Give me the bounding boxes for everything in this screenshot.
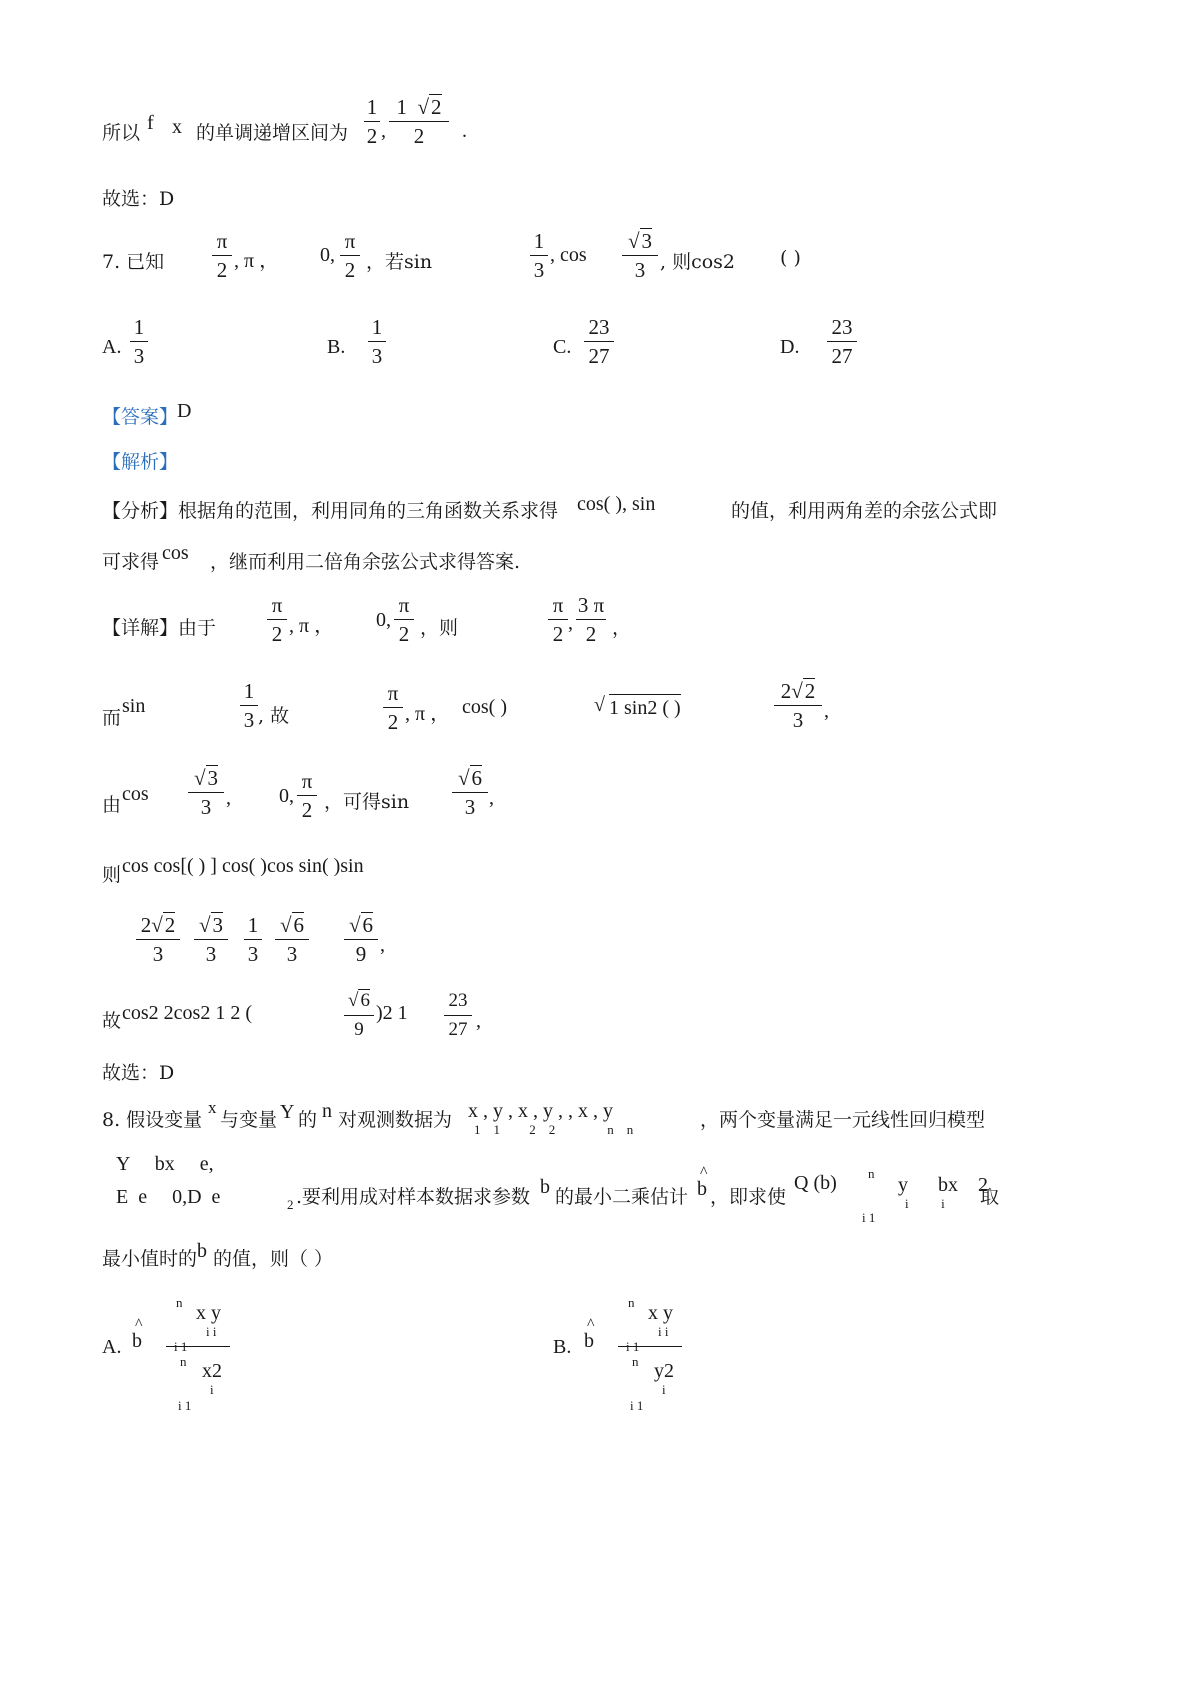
q8-option-b-num-i1: i 1 xyxy=(626,1339,640,1354)
comma: , xyxy=(380,934,385,956)
ze-label: 则 xyxy=(102,864,122,886)
q8-option-a-den-n: n xyxy=(180,1354,187,1369)
q7-pi-comma: , π ， xyxy=(234,250,280,272)
q8-sum-n: n xyxy=(868,1166,875,1181)
fenxi-line2-cos: cos xyxy=(162,542,189,564)
q8-option-b-num: x y xyxy=(648,1302,673,1324)
er-frac-1-3: 1 3 xyxy=(240,678,258,733)
comma: , xyxy=(824,700,829,722)
answer-value: D xyxy=(177,400,192,422)
fraction-one-sqrt2: 1 √2 2 xyxy=(389,94,449,149)
q8-yu: 与变量 xyxy=(220,1109,278,1131)
detail-frac-pi-2: π 2 xyxy=(267,592,287,647)
q8-option-b-num-n: n xyxy=(628,1295,635,1310)
er-sqrt-body: 1 sin2 ( ) xyxy=(609,694,681,720)
q8-cond-sub: 2 xyxy=(287,1197,294,1212)
you-cos: cos xyxy=(122,783,149,805)
q8-option-b-den-sub: i xyxy=(662,1382,666,1397)
q8-sum-i1: i 1 xyxy=(862,1210,876,1225)
analysis-label: 【解析】 xyxy=(102,451,179,473)
q8-x: x xyxy=(208,1098,217,1117)
q7-choice: 故选：D xyxy=(102,1062,175,1084)
q8-n: n xyxy=(322,1100,332,1122)
er-frac-pi-2: π 2 xyxy=(383,680,403,735)
final-sq: )2 1 xyxy=(376,1002,408,1024)
q8-Q: Q (b) xyxy=(794,1172,837,1194)
q8-option-b-num-subs: i i xyxy=(658,1324,669,1339)
er-sin: sin xyxy=(122,695,146,717)
you-frac-sqrt6-3: √6 3 xyxy=(452,765,488,820)
final-line: cos2 2cos2 1 2 ( xyxy=(122,1002,252,1024)
you-frac-pi-2: π 2 xyxy=(297,768,317,823)
q7-paren: ( ) xyxy=(780,247,801,269)
q7-option-c-letter: C. xyxy=(553,336,572,358)
er-pi-comma: , π ， xyxy=(405,703,451,725)
q7-frac-pi-2: π 2 xyxy=(212,228,232,283)
final-gu: 故 xyxy=(102,1010,122,1032)
er-gu: , 故 xyxy=(258,705,290,727)
q8-option-a-den: x2 xyxy=(202,1360,222,1382)
q8-option-a-den-sub: i xyxy=(210,1382,214,1397)
detail-then: ，则 xyxy=(420,617,459,639)
q8-option-a-den-i1: i 1 xyxy=(178,1398,192,1413)
er-frac-2sqrt2-3: 2√2 3 xyxy=(774,678,822,733)
q7-option-b-value: 1 3 xyxy=(368,314,386,369)
final-frac-sqrt6-9: √ 6 9 xyxy=(344,988,374,1043)
q8-req-text2: 的最小二乘估计 xyxy=(555,1186,689,1208)
q8-cond: E e 0,D e xyxy=(116,1186,221,1208)
q8-pairs: x , y , x , y , , x , y xyxy=(468,1100,613,1122)
q7-option-d-letter: D. xyxy=(780,336,800,358)
q8-option-a-num: x y xyxy=(196,1302,221,1324)
you-frac-sqrt3-3: √3 3 xyxy=(188,765,224,820)
q8-option-b-letter: B. xyxy=(553,1336,572,1358)
q7-option-a-letter: A. xyxy=(102,336,122,358)
final-frac-23-27: 23 27 xyxy=(444,988,472,1043)
q8-line3-b: b xyxy=(197,1240,207,1262)
q7-option-a-value: 1 3 xyxy=(130,314,148,369)
prod-frac-sqrt6-9: √6 9 xyxy=(344,912,378,967)
q8-dui-text: 对观测数据为 xyxy=(338,1109,453,1131)
fx-f: f xyxy=(147,112,154,134)
q8-option-b-bar xyxy=(618,1346,682,1347)
q8-de: 的 xyxy=(298,1109,318,1131)
q8-option-b-den: y2 xyxy=(654,1360,674,1382)
detail-comma: ， xyxy=(612,617,632,639)
q7-cos: , cos xyxy=(550,244,587,266)
detail-frac-pi-2-b: π 2 xyxy=(394,592,414,647)
q7-option-c-value: 23 27 xyxy=(584,314,614,369)
q8-option-a-num-i1: i 1 xyxy=(174,1339,188,1354)
q8-b: b xyxy=(540,1176,550,1198)
prod-frac-sqrt3-3: √3 3 xyxy=(194,912,228,967)
detail-pi-comma: , π ， xyxy=(289,615,335,637)
q8-model: Y bx e, xyxy=(116,1153,214,1175)
prev-choice: 故选：D xyxy=(102,188,175,210)
you-zero: 0, xyxy=(279,785,294,807)
q8-line3-a: 最小值时的 xyxy=(102,1248,198,1270)
q8-Y: Y xyxy=(280,1101,295,1123)
fenxi-line2-a: 可求得 xyxy=(102,551,160,573)
q8-option-a-letter: A. xyxy=(102,1336,122,1358)
prod-frac-sqrt6-3: √6 3 xyxy=(275,912,309,967)
fenxi-line2-b: ，继而利用二倍角余弦公式求得答案. xyxy=(210,551,521,573)
q8-option-b-den-i1: i 1 xyxy=(630,1398,644,1413)
detail-zero: 0, xyxy=(376,609,391,631)
q8-b-hat: ^ b xyxy=(697,1178,707,1201)
fraction-half-a: 1 2 xyxy=(364,94,380,149)
er-label: 而 xyxy=(102,707,122,729)
q7-number: 7. 已知 xyxy=(102,251,165,273)
fx-x: x xyxy=(172,116,182,138)
detail-yu: 由于 xyxy=(178,617,217,639)
prod-frac-1-3: 1 3 xyxy=(244,912,262,967)
prod-frac-2sqrt2-3: 2√2 3 xyxy=(136,912,180,967)
q8-sum-subs: i i xyxy=(905,1196,945,1211)
q8-option-a-bhat: ^ b xyxy=(132,1330,142,1353)
fenxi-label: 【分析】 xyxy=(102,500,179,522)
detail-label: 【详解】 xyxy=(102,617,179,639)
comma: , xyxy=(476,1010,481,1032)
detail-frac-pi-2-c: π 2 xyxy=(548,592,568,647)
q7-option-d-value: 23 27 xyxy=(827,314,857,369)
fenxi-text2: 的值，利用两角差的余弦公式即 xyxy=(731,500,998,522)
q7-then-cos2: , 则cos2 xyxy=(660,251,735,273)
period: . xyxy=(462,120,467,142)
comma: , xyxy=(381,120,386,142)
q8-option-b-bhat: ^ b xyxy=(584,1330,594,1353)
q8-option-a-num-n: n xyxy=(176,1295,183,1310)
detail-frac-3pi-2: 3 π 2 xyxy=(577,593,605,646)
q7-frac-1-3: 1 3 xyxy=(530,228,548,283)
ze-line: cos cos[( ) ] cos( )cos sin( )sin xyxy=(122,855,364,877)
comma: , xyxy=(489,787,494,809)
er-cos-open: cos( ) xyxy=(462,696,507,718)
q7-if-sin: ，若sin xyxy=(366,251,433,273)
q7-option-b-letter: B. xyxy=(327,336,346,358)
prev-line-text: 的单调递增区间为 xyxy=(196,122,349,144)
you-label: 由 xyxy=(102,794,122,816)
q8-intro: 8. 假设变量 xyxy=(102,1109,203,1131)
comma: , xyxy=(568,612,573,634)
q7-frac-pi-2-b: π 2 xyxy=(340,228,360,283)
q7-zero: 0, xyxy=(320,244,335,266)
you-ke-de-sin: ，可得sin xyxy=(324,791,410,813)
er-sqrt-sign: √ xyxy=(594,694,605,716)
q8-qu: 取 xyxy=(980,1186,1000,1208)
q8-option-a-bar xyxy=(166,1346,230,1347)
q8-line3-c: 的值，则（ ） xyxy=(213,1248,334,1270)
q7-frac-sqrt3-3: √3 3 xyxy=(622,228,658,283)
q8-sum-body: y bx 2 xyxy=(898,1174,988,1196)
q8-tail: ，两个变量满足一元线性回归模型 xyxy=(700,1109,986,1131)
q8-req-text3: ，即求使 xyxy=(710,1186,787,1208)
q8-option-b-den-n: n xyxy=(632,1354,639,1369)
answer-label: 【答案】 xyxy=(102,406,179,428)
q8-req-text: .要利用成对样本数据求参数 xyxy=(296,1186,531,1208)
prev-line-prefix: 所以 xyxy=(102,122,141,144)
q8-option-a-num-subs: i i xyxy=(206,1324,217,1339)
q8-pairs-subs: 1 1 2 2 n n xyxy=(474,1122,634,1137)
comma: , xyxy=(226,787,231,809)
fenxi-text1: 根据角的范围，利用同角的三角函数关系求得 xyxy=(178,500,559,522)
fenxi-cos-sin: cos( ), sin xyxy=(577,493,656,515)
